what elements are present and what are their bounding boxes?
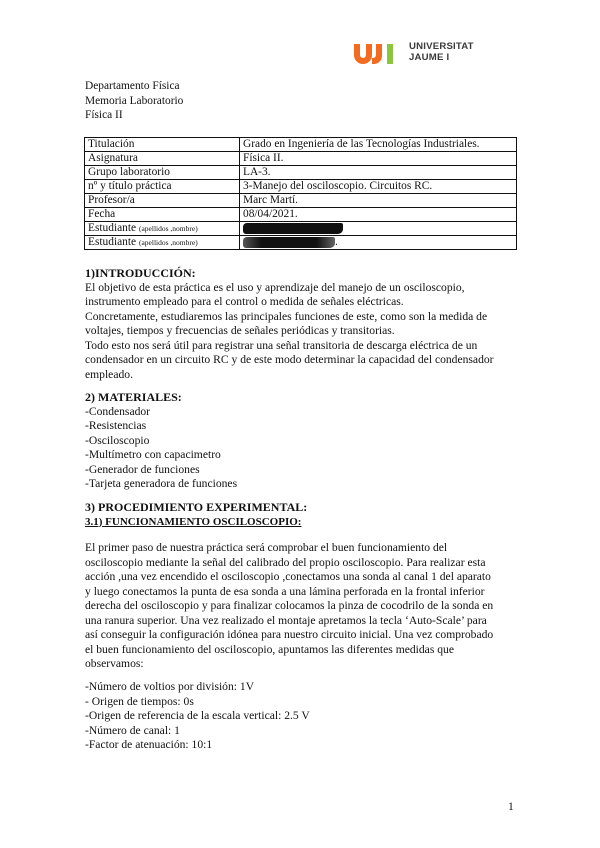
list-item: -Tarjeta generadora de funciones	[85, 477, 238, 490]
table-row	[85, 166, 517, 180]
intro-paragraph-3	[85, 339, 517, 383]
row-value	[240, 236, 517, 250]
row-value: LA-3.	[240, 166, 517, 180]
table-row	[85, 208, 517, 222]
redaction-mark	[243, 223, 343, 234]
row-key: Profesor/a	[85, 194, 240, 208]
table-row	[85, 138, 517, 152]
row-value	[240, 222, 517, 236]
measures-list	[85, 680, 517, 753]
row-key: Fecha	[85, 208, 240, 222]
intro-paragraph-2	[85, 310, 517, 339]
text-line: instrumento empleado para el control o medida de señales eléctricas.	[85, 295, 404, 308]
header-subject: Física II	[85, 109, 123, 122]
student-hint: (apellidos ,nombre)	[138, 238, 198, 247]
list-item: -Resistencias	[85, 419, 147, 432]
intro-heading: 1)INTRODUCCIÓN:	[85, 266, 196, 280]
info-table	[84, 137, 517, 250]
procedure-subheading: 3.1) FUNCIONAMIENTO OSCILOSCOPIO:	[85, 515, 302, 528]
row-value: 3-Manejo del osciloscopio. Circuitos RC.	[240, 180, 517, 194]
row-value: Marc Martí.	[240, 194, 517, 208]
row-key: nº y título práctica	[85, 180, 240, 194]
list-item: -Generador de funciones	[85, 462, 200, 476]
table-row	[85, 180, 517, 194]
list-item: - Origen de tiempos: 0s	[85, 694, 194, 708]
table-row	[85, 194, 517, 208]
list-item: -Número de voltios por división: 1V	[85, 680, 255, 693]
student-label: Estudiante	[88, 222, 137, 234]
list-item: -Número de canal: 1	[85, 723, 180, 737]
logo-line-2: JAUME I	[409, 51, 450, 63]
text-line: una ranura superior. Una vez realizado el montaje apretamos la tecla ‘Auto-Scale’ para	[85, 613, 487, 627]
text-line: acción ,una vez encendido el osciloscopio ,conectamos una sonda al canal 1 del aparato	[85, 570, 491, 583]
list-item: -Factor de atenuación: 10:1	[85, 738, 213, 751]
logo-line-1: UNIVERSITAT	[409, 41, 474, 52]
row-key	[85, 236, 240, 250]
table-row-student-2	[85, 236, 517, 250]
text-line: condensador en un circuito RC y de este modo determinar la capacidad del condensador	[85, 353, 494, 366]
student-hint: (apellidos ,nombre)	[138, 224, 198, 233]
text-line: El primer paso de nuestra práctica será comprobar el buen funcionamiento del	[85, 541, 448, 554]
page-number: 1	[508, 800, 514, 813]
text-line: Concretamente, estudiaremos las principales funciones de este, como son la medida de	[85, 309, 488, 323]
section-procedure	[85, 500, 517, 529]
list-item: -Origen de referencia de la escala vertical: 2.5 V	[85, 709, 310, 722]
text-line: osciloscopio mediante la señal del calibrado del propio osciloscopio. Para realizar esta	[85, 555, 486, 569]
text-line: empleado.	[85, 367, 133, 381]
text-line: Todo esto nos será útil para registrar una señal transitoria de descarga eléctrica de un	[85, 338, 478, 352]
row-value: 08/04/2021.	[240, 208, 517, 222]
procedure-paragraph	[85, 541, 517, 672]
row-key: Titulación	[85, 138, 240, 152]
document-header	[85, 79, 183, 123]
table-row	[85, 152, 517, 166]
text-line: observamos:	[85, 657, 144, 670]
header-report: Memoria Laboratorio	[85, 94, 184, 107]
row-value: Grado en Ingeniería de las Tecnologías Industriales.	[240, 138, 517, 152]
table-row-student-1	[85, 222, 517, 236]
row-key	[85, 222, 240, 236]
logo-text	[409, 42, 474, 63]
text-line: voltajes, tiempos y frecuencias de señales periódicas y transitorias.	[85, 324, 395, 337]
section-materials	[85, 390, 517, 492]
materials-heading: 2) MATERIALES:	[85, 390, 182, 404]
text-line: y luego conectamos la punta de esa sonda a una lámina perforada en la frontal inferior	[85, 584, 485, 598]
list-item: -Multímetro con capacimetro	[85, 448, 221, 461]
text-line: el buen funcionamiento del osciloscopio, apuntamos las diferentes medidas que	[85, 642, 454, 656]
list-item: -Osciloscopio	[85, 433, 150, 447]
uji-logo-icon	[354, 42, 406, 64]
list-item: -Condensador	[85, 404, 151, 418]
text-line: así conseguir la configuración idónea para nuestro circuito inicial. Una vez comprobado	[85, 628, 494, 641]
intro-paragraph-1	[85, 281, 517, 310]
student-label: Estudiante	[88, 236, 137, 248]
university-logo	[354, 42, 484, 66]
text-line: El objetivo de esta práctica es el uso y aprendizaje del manejo de un osciloscopio,	[85, 280, 465, 294]
row-key: Asignatura	[85, 152, 240, 166]
row-value: Física II.	[240, 152, 517, 166]
row-key: Grupo laboratorio	[85, 166, 240, 180]
procedure-heading: 3) PROCEDIMIENTO EXPERIMENTAL:	[85, 500, 308, 514]
header-department: Departamento Física	[85, 80, 180, 92]
redaction-mark	[243, 237, 335, 248]
student-2-suffix: .	[335, 236, 338, 248]
text-line: derecha del osciloscopio y para finalizar colocamos la pinza de cocodrilo de la sonda en	[85, 599, 494, 612]
section-introduction	[85, 266, 517, 382]
